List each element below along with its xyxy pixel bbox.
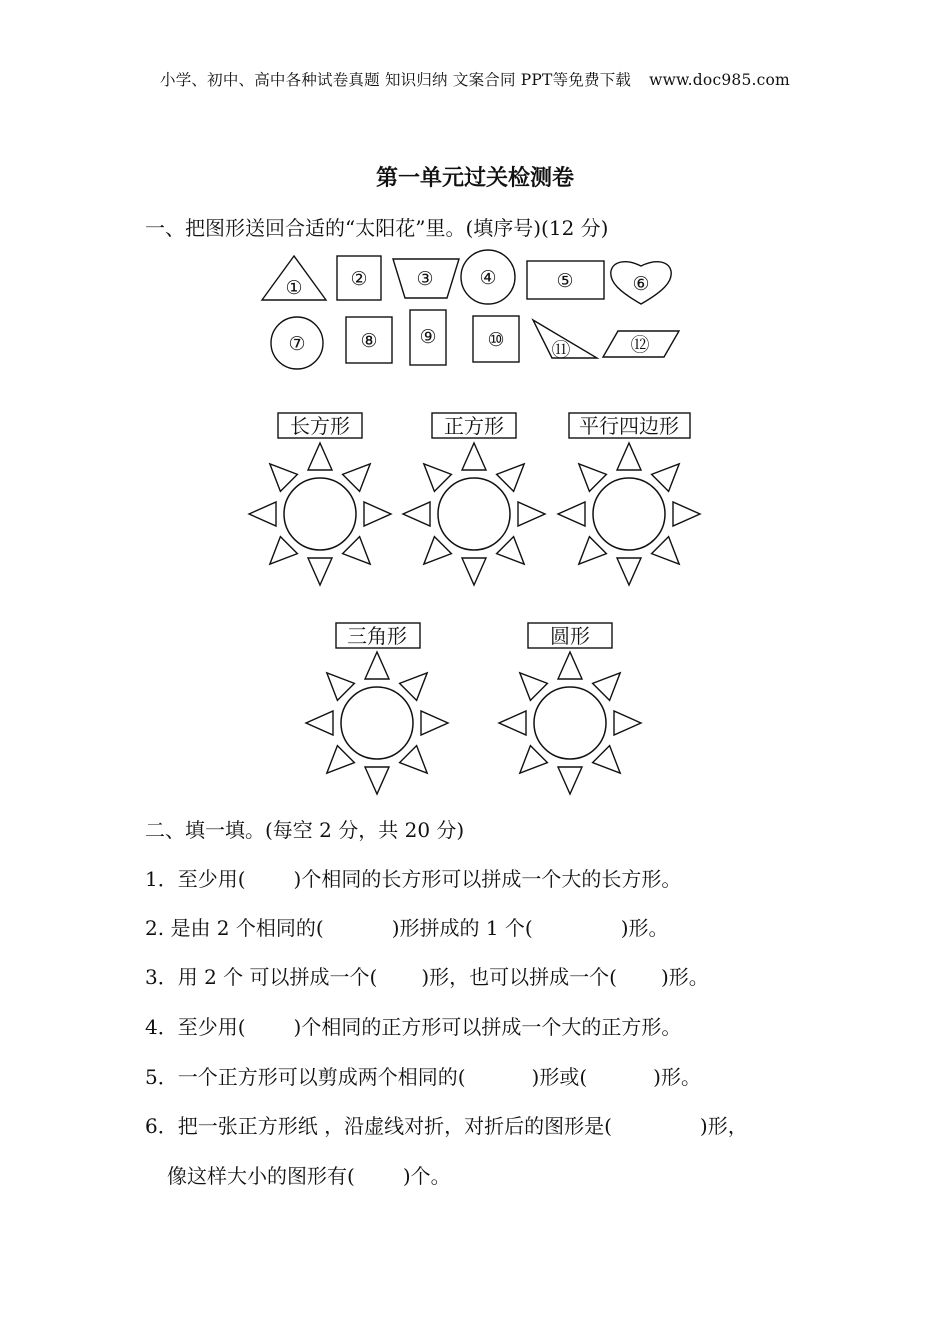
q3-text-b: )形，也可以拼成一个( bbox=[421, 965, 617, 989]
sun-label-square: 正方形 bbox=[444, 414, 504, 438]
q2-text-a: 2. 是由 2 个相同的( bbox=[145, 916, 324, 940]
shape-label-1: ① bbox=[285, 277, 303, 299]
sun-petal-circle-8[interactable] bbox=[520, 673, 548, 701]
sun-center-triangle[interactable] bbox=[341, 687, 413, 759]
shape-label-12: ⑫ bbox=[630, 334, 650, 356]
sun-petal-square-4[interactable] bbox=[497, 537, 525, 565]
question-1 bbox=[145, 863, 681, 892]
q1-text-b: )个相同的长方形可以拼成一个大的长方形。 bbox=[293, 867, 682, 891]
sun-petal-square-3[interactable] bbox=[518, 502, 545, 526]
header-text: 小学、初中、高中各种试卷真题 知识归纳 文案合同 PPT等免费下载 bbox=[160, 71, 632, 89]
question-6 bbox=[145, 1110, 748, 1139]
sun-petal-circle-2[interactable] bbox=[593, 673, 621, 701]
shape-label-8: ⑧ bbox=[360, 330, 378, 352]
shape-label-5: ⑤ bbox=[556, 270, 574, 292]
sun-center-circle[interactable] bbox=[534, 687, 606, 759]
q4-text-b: )个相同的正方形可以拼成一个大的正方形。 bbox=[293, 1015, 682, 1039]
sun-label-triangle: 三角形 bbox=[347, 624, 407, 648]
sun-petal-parallelogram-2[interactable] bbox=[652, 464, 680, 492]
sun-petal-circle-6[interactable] bbox=[520, 746, 548, 774]
shape-label-6: ⑥ bbox=[632, 273, 650, 295]
sun-petal-square-5[interactable] bbox=[462, 558, 486, 585]
sun-petal-triangle-4[interactable] bbox=[400, 746, 428, 774]
sun-petal-triangle-8[interactable] bbox=[327, 673, 355, 701]
sun-petal-parallelogram-5[interactable] bbox=[617, 558, 641, 585]
sun-petal-circle-1[interactable] bbox=[558, 652, 582, 679]
q4-text-a: 4．至少用( bbox=[145, 1015, 246, 1039]
sun-petal-rectangle-1[interactable] bbox=[308, 443, 332, 470]
sun-center-rectangle[interactable] bbox=[284, 478, 356, 550]
sun-petal-square-1[interactable] bbox=[462, 443, 486, 470]
sun-petal-circle-7[interactable] bbox=[499, 711, 526, 735]
question-3 bbox=[145, 961, 709, 990]
shape-label-4: ④ bbox=[479, 267, 497, 289]
sun-petal-rectangle-8[interactable] bbox=[270, 464, 298, 492]
sun-petal-triangle-7[interactable] bbox=[306, 711, 333, 735]
sun-petal-rectangle-3[interactable] bbox=[364, 502, 391, 526]
q3-text-c: )形。 bbox=[660, 965, 709, 989]
sun-petal-square-7[interactable] bbox=[403, 502, 430, 526]
q1-text-a: 1．至少用( bbox=[145, 867, 246, 891]
shape-label-7: ⑦ bbox=[288, 333, 306, 355]
q5-text-c: )形。 bbox=[653, 1065, 701, 1089]
sun-petal-square-8[interactable] bbox=[424, 464, 452, 492]
header-site: www.doc985.com bbox=[649, 71, 790, 89]
sun-petal-circle-4[interactable] bbox=[593, 746, 621, 774]
question-6-continued bbox=[167, 1160, 451, 1189]
sun-center-parallelogram[interactable] bbox=[593, 478, 665, 550]
q6-text-a: 6．把一张正方形纸 ，沿虚线对折，对折后的图形是( bbox=[145, 1114, 612, 1138]
sun-petal-triangle-2[interactable] bbox=[400, 673, 428, 701]
q6-text-d: )个。 bbox=[402, 1164, 451, 1188]
q2-text-c: )形。 bbox=[620, 916, 669, 940]
sun-petal-rectangle-2[interactable] bbox=[343, 464, 371, 492]
sun-petal-square-2[interactable] bbox=[497, 464, 525, 492]
sun-petal-parallelogram-7[interactable] bbox=[558, 502, 585, 526]
q6-text-c: 像这样大小的图形有( bbox=[167, 1164, 355, 1188]
sun-label-parallelogram: 平行四边形 bbox=[579, 414, 679, 438]
page-title: 第一单元过关检测卷 bbox=[375, 166, 574, 191]
q2-text-b: )形拼成的 1 个( bbox=[391, 916, 533, 940]
sun-petal-triangle-3[interactable] bbox=[421, 711, 448, 735]
sun-petal-rectangle-6[interactable] bbox=[270, 537, 298, 565]
sun-center-square[interactable] bbox=[438, 478, 510, 550]
section1-heading: 一、把图形送回合适的“太阳花”里。(填序号)(12 分) bbox=[145, 216, 609, 240]
shape-label-10: ⑩ bbox=[487, 329, 505, 351]
sun-petal-rectangle-7[interactable] bbox=[249, 502, 276, 526]
sun-label-circle: 圆形 bbox=[550, 624, 590, 648]
question-5 bbox=[145, 1061, 701, 1090]
q3-text-a: 3．用 2 个 可以拼成一个( bbox=[145, 965, 378, 989]
section2-heading: 二、填一填。(每空 2 分，共 20 分) bbox=[145, 818, 465, 842]
sun-petal-triangle-1[interactable] bbox=[365, 652, 389, 679]
question-2 bbox=[145, 912, 669, 941]
sun-petal-circle-3[interactable] bbox=[614, 711, 641, 735]
sun-petal-circle-5[interactable] bbox=[558, 767, 582, 794]
sun-petal-triangle-6[interactable] bbox=[327, 746, 355, 774]
sun-petal-rectangle-4[interactable] bbox=[343, 537, 371, 565]
sun-petal-square-6[interactable] bbox=[424, 537, 452, 565]
sun-petal-parallelogram-6[interactable] bbox=[579, 537, 607, 565]
sun-petal-triangle-5[interactable] bbox=[365, 767, 389, 794]
sun-petal-parallelogram-1[interactable] bbox=[617, 443, 641, 470]
sun-petal-parallelogram-4[interactable] bbox=[652, 537, 680, 565]
shape-label-2: ② bbox=[350, 268, 368, 290]
q5-text-a: 5．一个正方形可以剪成两个相同的( bbox=[145, 1065, 466, 1089]
sun-petal-parallelogram-3[interactable] bbox=[673, 502, 700, 526]
shape-label-9: ⑨ bbox=[419, 326, 437, 348]
question-4 bbox=[145, 1011, 681, 1040]
sun-petal-parallelogram-8[interactable] bbox=[579, 464, 607, 492]
q5-text-b: )形或( bbox=[531, 1065, 588, 1089]
shape-label-3: ③ bbox=[416, 268, 434, 290]
shape-label-11: ⑪ bbox=[551, 339, 571, 361]
sun-label-rectangle: 长方形 bbox=[290, 414, 350, 438]
q6-text-b: )形， bbox=[699, 1114, 748, 1138]
sun-petal-rectangle-5[interactable] bbox=[308, 558, 332, 585]
